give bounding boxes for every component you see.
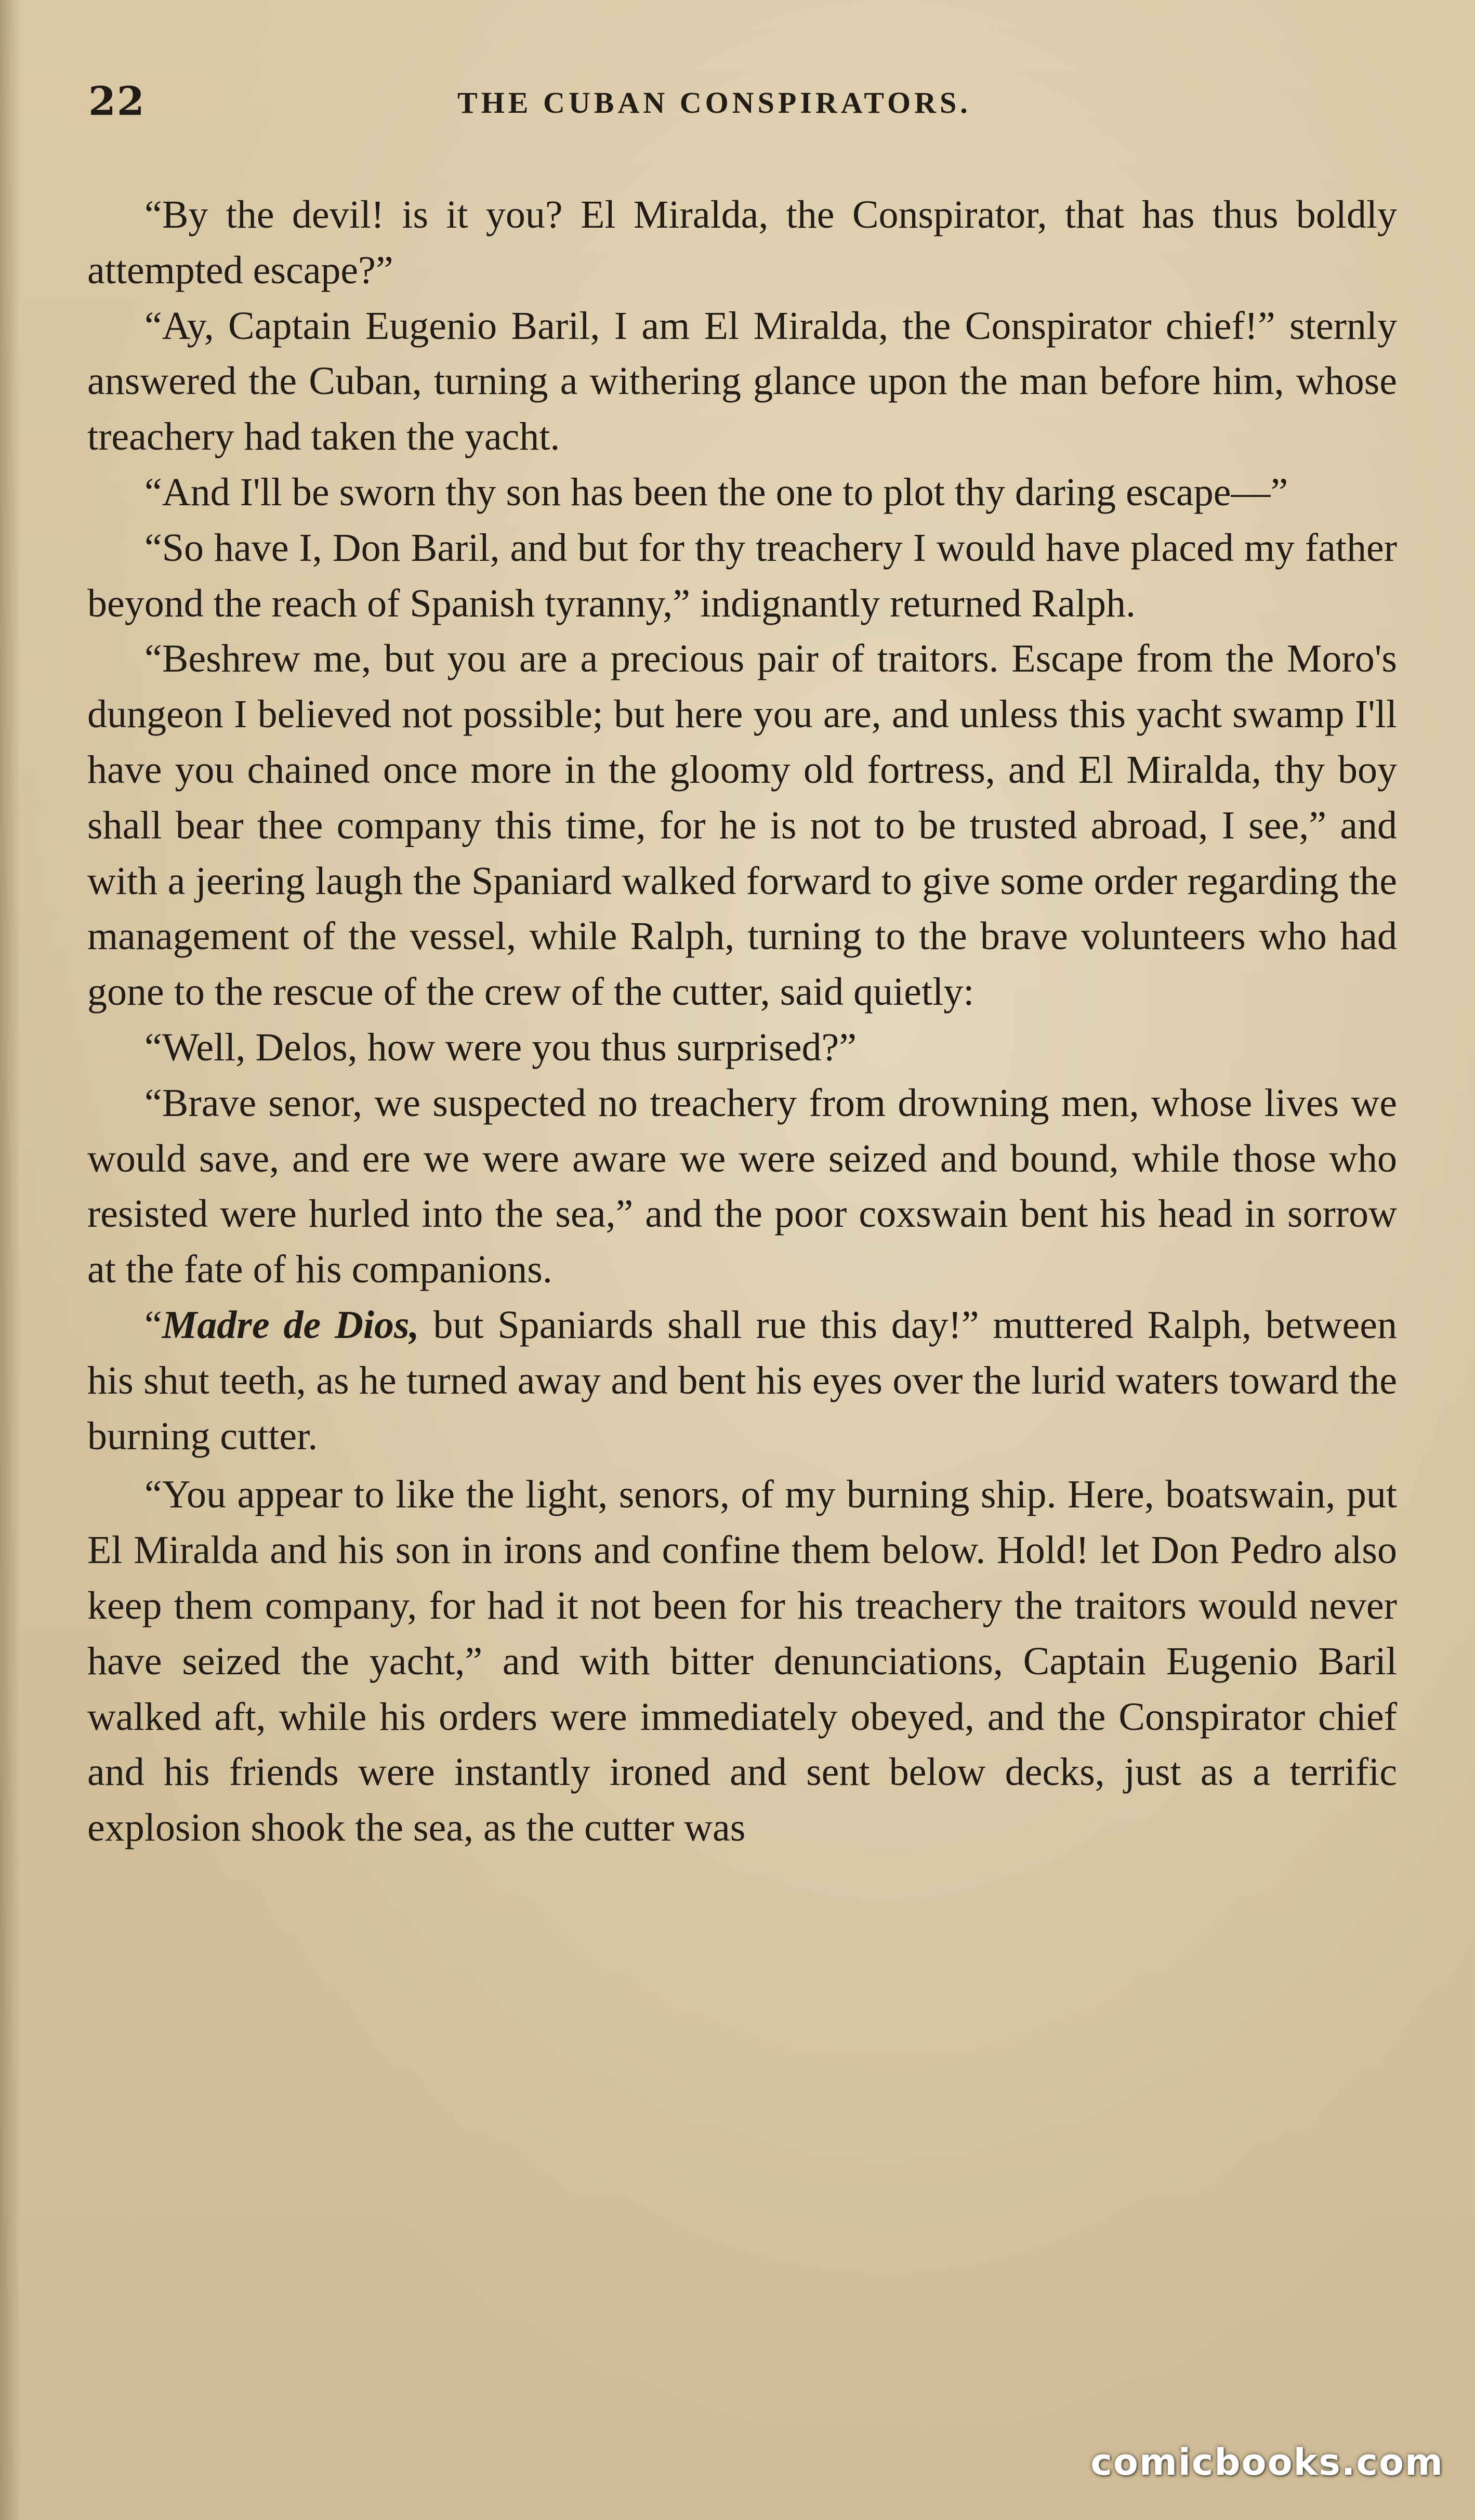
paragraph-italic-phrase	[87, 1297, 1397, 1464]
open-quote: “	[144, 1303, 162, 1347]
running-title: THE CUBAN CONSPIRATORS.	[457, 86, 971, 120]
paragraph: “Well, Delos, how were you thus surprised?”	[144, 1025, 857, 1069]
paragraph: “So have I, Don Baril, and but for thy treachery I would have placed my father beyond the reach of Spanish tyranny,” indignantly returned Ralph.	[87, 526, 1397, 625]
page-number: 22	[88, 78, 146, 124]
page-edge-shadow	[0, 0, 21, 2520]
paragraph: “Brave senor, we suspected no treachery from drowning men, whose lives we would save, and ere we were aware we were seized and bound, while those who resisted were hurled into the sea,” and the poor coxswain bent his head in sorrow at the fate of his companions.	[87, 1081, 1397, 1292]
paragraph: “Beshrew me, but you are a precious pair of traitors. Escape from the Moro's dungeon I believed not possible; but here you are, and unless this yacht swamp I'll have you chained once more in the gloomy old fortress, and El Miralda, thy boy shall bear thee company this time, for he is not to be trusted abroad, I see,” and with a jeering laugh the Spaniard walked forward to give some order regarding the management of the vessel, while Ralph, turning to the brave volunteers who had gone to the rescue of the crew of the cutter, said quietly:	[87, 637, 1397, 1014]
italic-phrase: Madre de Dios,	[162, 1303, 419, 1347]
page-header	[88, 78, 1392, 125]
body-text	[87, 187, 1397, 1856]
watermark: comicbooks.com	[1090, 2441, 1444, 2484]
paragraph-rest: but Spaniards shall rue this day!” muttered Ralph, between his shut teeth, as he turned away and bent his eyes over the lurid waters toward the burning cutter.	[87, 1303, 1397, 1458]
paragraph: “Ay, Captain Eugenio Baril, I am El Miralda, the Conspirator chief!” sternly answered the Cuban, turning a withering glance upon the man before him, whose treachery had taken the yacht.	[87, 304, 1397, 459]
paragraph: “By the devil! is it you? El Miralda, the Conspirator, that has thus boldly attempted escape?”	[87, 193, 1397, 292]
paragraph: “You appear to like the light, senors, of my burning ship. Here, boatswain, put El Miralda and his son in irons and confine them below. Hold! let Don Pedro also keep them company, for had it not been for his treachery the traitors would never have seized the yacht,” and with bitter denunciations, Captain Eugenio Baril walked aft, while his orders were immediately obeyed, and the Conspirator chief and his friends were instantly ironed and sent below decks, just as a terrific explosion shook the sea, as the cutter was	[87, 1473, 1397, 1850]
paragraph: “And I'll be sworn thy son has been the one to plot thy daring escape—”	[144, 470, 1288, 514]
